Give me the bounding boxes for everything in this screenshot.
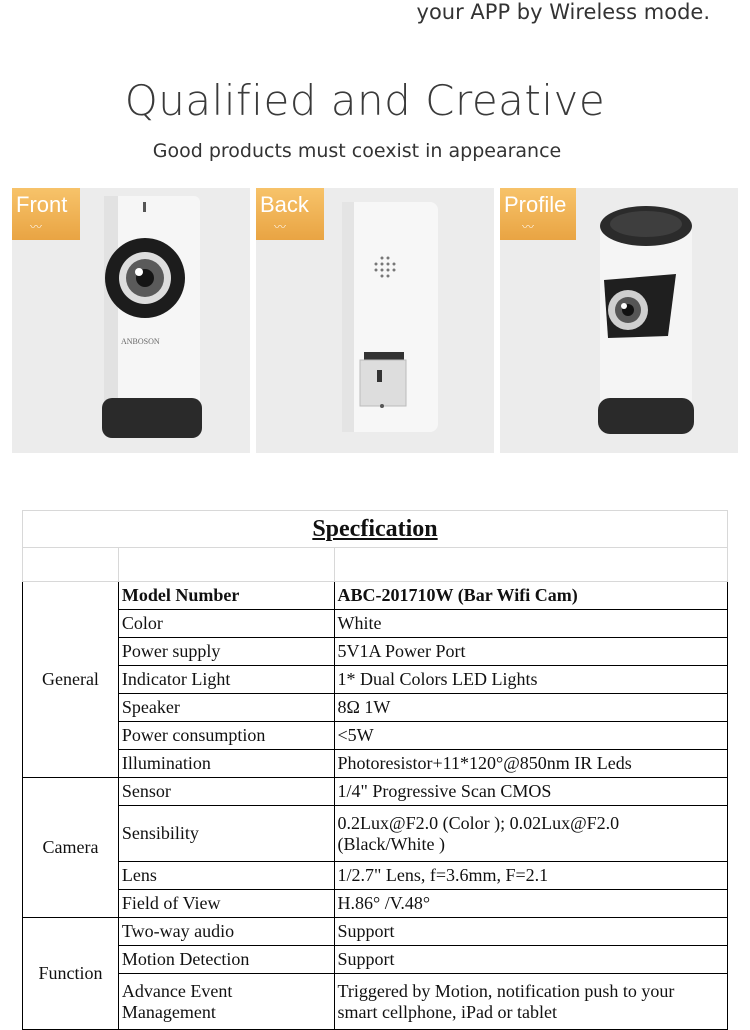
- spec-value: Photoresistor+11*120°@850nm IR Leds: [334, 750, 727, 778]
- group-camera: Camera: [23, 778, 119, 918]
- spec-value: 1/2.7" Lens, f=3.6mm, F=2.1: [334, 862, 727, 890]
- blank-cell: [23, 548, 119, 582]
- table-row: [23, 750, 728, 778]
- group-general: General: [23, 582, 119, 778]
- spec-name: Power supply: [118, 638, 334, 666]
- profile-photo: [500, 188, 738, 453]
- table-row: [23, 946, 728, 974]
- spec-name: Color: [118, 610, 334, 638]
- table-row: [23, 666, 728, 694]
- spec-table: [22, 510, 728, 1030]
- spec-value: H.86° /V.48°: [334, 890, 727, 918]
- spec-value: White: [334, 610, 727, 638]
- spec-name: Model Number: [118, 582, 334, 610]
- spec-name: Field of View: [118, 890, 334, 918]
- brand-text: ANBOSON: [121, 337, 160, 346]
- section-subtitle: Good products must coexist in appearance: [152, 140, 562, 162]
- spec-name: Illumination: [118, 750, 334, 778]
- spec-value: ABC-201710W (Bar Wifi Cam): [334, 582, 727, 610]
- table-row: [23, 694, 728, 722]
- spec-value: Support: [334, 918, 727, 946]
- spec-name: Indicator Light: [118, 666, 334, 694]
- top-caption: your APP by Wireless mode.: [416, 0, 710, 24]
- table-row: [23, 638, 728, 666]
- table-row: [23, 610, 728, 638]
- spec-value-line: smart cellphone, iPad or tablet: [337, 1001, 557, 1022]
- spec-value: [334, 974, 727, 1030]
- table-row: [23, 806, 728, 862]
- spec-name: [118, 974, 334, 1030]
- section-title: Qualified and Creative: [124, 76, 606, 125]
- spec-name: Speaker: [118, 694, 334, 722]
- spec-name: Motion Detection: [118, 946, 334, 974]
- front-label: Front: [16, 192, 68, 217]
- front-ribbon: [12, 188, 80, 240]
- spec-value: 1* Dual Colors LED Lights: [334, 666, 727, 694]
- spec-title: Specfication: [23, 511, 728, 548]
- ribbon-wave-icon: 〰: [274, 220, 287, 234]
- table-row: [23, 890, 728, 918]
- group-function: Function: [23, 918, 119, 1030]
- blank-cell: [334, 548, 727, 582]
- table-row: [23, 862, 728, 890]
- spec-value-line: Triggered by Motion, notification push to your: [337, 980, 675, 1001]
- spec-value: 5V1A Power Port: [334, 638, 727, 666]
- spec-value: 1/4" Progressive Scan CMOS: [334, 778, 727, 806]
- profile-ribbon: [500, 188, 576, 240]
- front-photo: [12, 188, 250, 453]
- table-row: [23, 722, 728, 750]
- table-row: [23, 918, 728, 946]
- back-photo: [256, 188, 494, 453]
- spec-name: Two-way audio: [118, 918, 334, 946]
- spec-value: [334, 806, 727, 862]
- spec-name: Power consumption: [118, 722, 334, 750]
- spec-name-line: Advance Event: [121, 980, 233, 1001]
- back-label: Back: [260, 192, 309, 217]
- profile-label: Profile: [504, 192, 567, 217]
- spec-value: Support: [334, 946, 727, 974]
- ribbon-wave-icon: 〰: [522, 220, 535, 234]
- spec-value: <5W: [334, 722, 727, 750]
- back-ribbon: [256, 188, 324, 240]
- ribbon-wave-icon: 〰: [30, 220, 43, 234]
- spec-name-line: Management: [121, 1001, 216, 1022]
- spec-name: Sensor: [118, 778, 334, 806]
- table-row: [23, 778, 728, 806]
- table-row: [23, 582, 728, 610]
- spec-name: Lens: [118, 862, 334, 890]
- spec-name: Sensibility: [118, 806, 334, 862]
- spec-value: 8Ω 1W: [334, 694, 727, 722]
- spec-value-line: (Black/White ): [337, 833, 445, 854]
- spec-value-line: 0.2Lux@F2.0 (Color ); 0.02Lux@F2.0: [337, 812, 620, 833]
- blank-cell: [118, 548, 334, 582]
- table-row: [23, 974, 728, 1030]
